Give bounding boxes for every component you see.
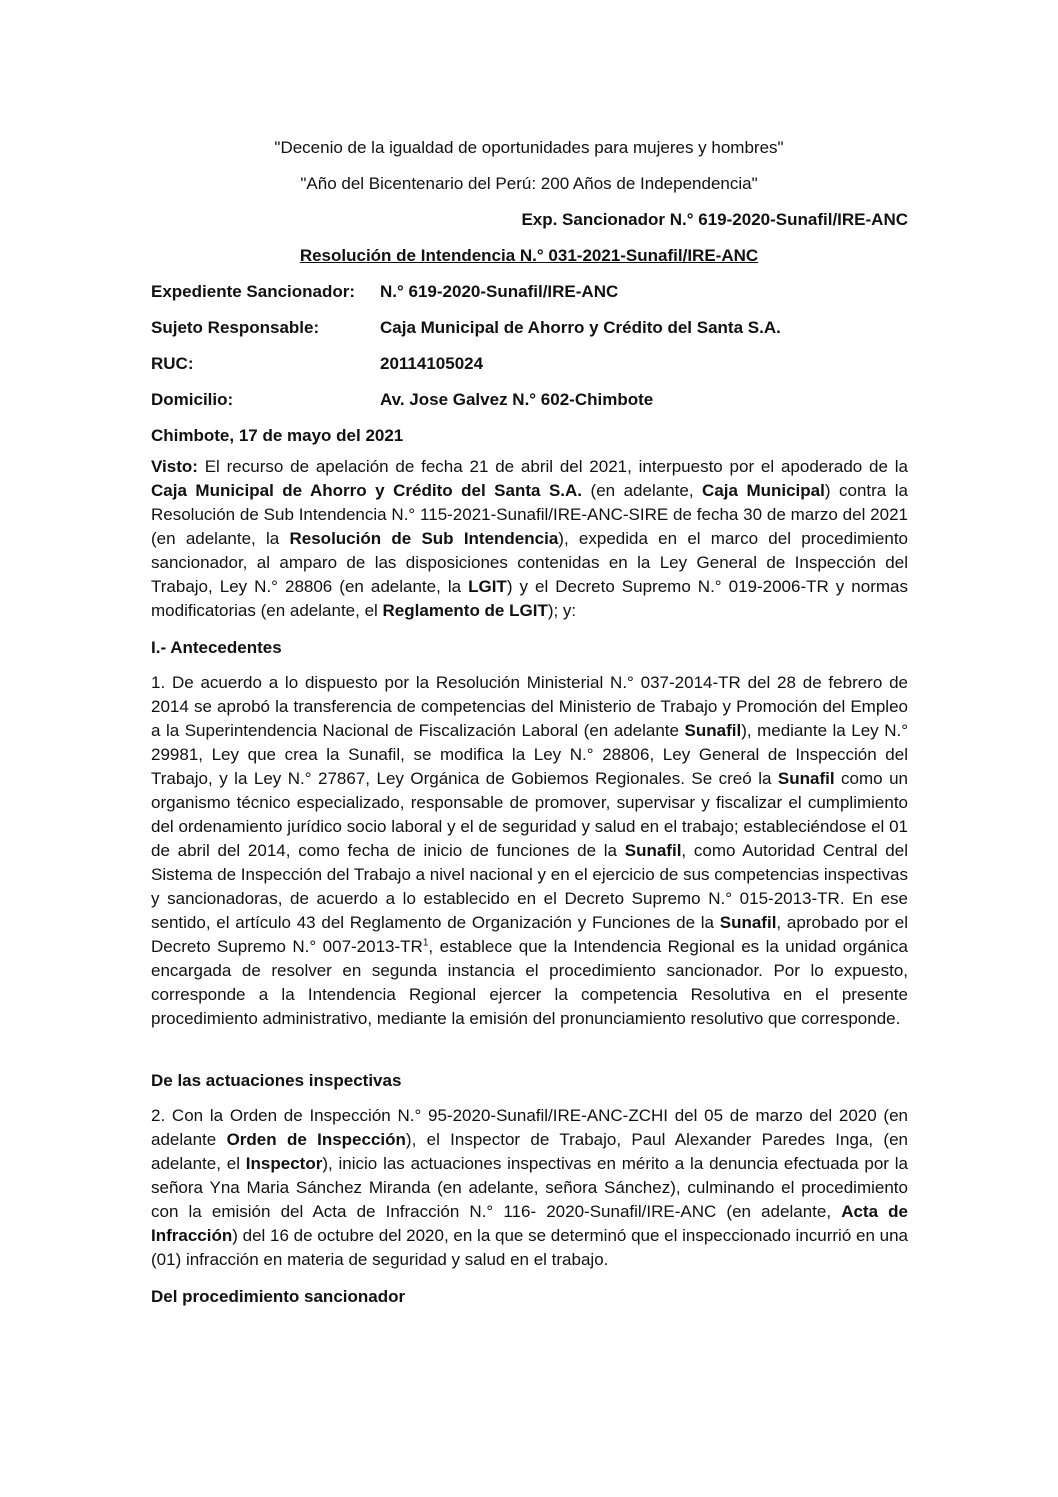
text-run: ) contra la Resolución de Sub Intendencia N.° 115-2021-Sunafil/IRE-ANC-SIRE de fecha 30 de marzo del 2021 (en adelante, la	[151, 481, 908, 548]
text-run-bold: Sunafil	[684, 721, 742, 740]
text-run: 2. Con la Orden de Inspección N.° 95-2020-Sunafil/IRE-ANC-ZCHI del 05 de marzo del 2020 (en adelante	[151, 1106, 908, 1149]
paragraph-2	[151, 1104, 908, 1272]
text-run: , establece que la Intendencia Regional es la unidad orgánica encargada de resolver en segunda instancia el procedimiento sancionador. Por lo expuesto, corresponde a la Intendencia Regional ejercer la competencia Resolutiva en el presente procedimiento administrativo, mediante la emisión del pronunciamiento resolutivo que corresponde.	[151, 937, 908, 1028]
text-run: (en adelante,	[582, 481, 703, 500]
text-run-bold: Acta de Infracción	[151, 1202, 908, 1245]
resolution-title: Resolución de Intendencia N.° 031-2021-Sunafil/IRE-ANC	[299, 246, 759, 265]
text-run-bold: Orden de Inspección	[226, 1130, 406, 1149]
section-heading-antecedentes: I.- Antecedentes	[151, 638, 282, 657]
expediente-number: Exp. Sancionador N.° 619-2020-Sunafil/IRE-ANC	[521, 210, 908, 229]
text-run: ) y el Decreto Supremo N.° 019-2006-TR y normas modificatorias (en adelante, el	[151, 577, 908, 620]
meta-value: 20114105024	[380, 354, 484, 373]
text-run-bold: Inspector	[245, 1154, 323, 1173]
text-run-bold: Reglamento de LGIT	[382, 601, 548, 620]
text-run-bold: Resolución de Sub Intendencia	[289, 529, 559, 548]
text-run-bold: Sunafil	[777, 769, 835, 788]
footnote-marker[interactable]: 1	[422, 937, 429, 949]
text-run: como un organismo técnico especializado, responsable de promover, supervisar y fiscalizar el cumplimiento del ordenamiento jurídico socio laboral y el de seguridad y salud en el trabajo; estableciéndose el 01 de abril del 2014, como fecha de inicio de funciones de la	[151, 769, 908, 860]
paragraph-1	[151, 671, 908, 1031]
text-run: ), mediante la Ley N.° 29981, Ley que crea la Sunafil, se modifica la Ley N.° 28806, Ley General de Inspección del Trabajo, y la Ley N.° 27867, Ley Orgánica de Gobiemos Regionales. Se creó la	[151, 721, 908, 788]
meta-key: RUC:	[151, 354, 194, 373]
text-run-bold: LGIT	[468, 577, 507, 596]
text-run: ), el Inspector de Trabajo, Paul Alexander Paredes Inga, (en adelante, el	[151, 1130, 908, 1173]
motto-decenio: "Decenio de la igualdad de oportunidades para mujeres y hombres"	[274, 138, 784, 157]
text-run: , aprobado por el Decreto Supremo N.° 007-2013-TR	[151, 913, 908, 956]
meta-key: Sujeto Responsable:	[151, 318, 320, 337]
text-run: ) del 16 de octubre del 2020, en la que se determinó que el inspeccionado incurrió en una (01) infracción en materia de seguridad y salud en el trabajo.	[151, 1226, 908, 1269]
visto-paragraph	[151, 455, 908, 623]
motto-bicentenario: "Año del Bicentenario del Perú: 200 Años de Independencia"	[300, 174, 758, 193]
section-heading-procedimiento: Del procedimiento sancionador	[151, 1287, 406, 1306]
meta-value: N.° 619-2020-Sunafil/IRE-ANC	[380, 282, 619, 301]
meta-value: Caja Municipal de Ahorro y Crédito del Santa S.A.	[380, 318, 781, 337]
text-run: ), inicio las actuaciones inspectivas en mérito a la denuncia efectuada por la señora Yna Maria Sánchez Miranda (en adelante, señora Sánchez), culminando el procedimiento con la emisión del Acta de Infracción N.° 116- 2020-Sunafil/IRE-ANC (en adelante,	[151, 1154, 908, 1221]
section-heading-actuaciones: De las actuaciones inspectivas	[151, 1071, 402, 1090]
text-run-bold: Sunafil	[624, 841, 682, 860]
text-run: , como Autoridad Central del Sistema de Inspección del Trabajo a nivel nacional y en el ejercicio de sus competencias inspectivas y sancionadoras, de acuerdo a lo establecido en el Decreto Supremo N.° 015-2013-TR. En ese sentido, el artículo 43 del Reglamento de Organización y Funciones de la	[151, 841, 908, 932]
text-run: ); y:	[547, 601, 577, 620]
visto-label: Visto:	[151, 457, 198, 476]
text-run: ), expedida en el marco del procedimiento sancionador, al amparo de las disposiciones contenidas en la Ley General de Inspección del Trabajo, Ley N.° 28806 (en adelante, la	[151, 529, 908, 596]
text-run: El recurso de apelación de fecha 21 de abril del 2021, interpuesto por el apoderado de la	[197, 457, 908, 476]
meta-key: Expediente Sancionador:	[151, 282, 356, 301]
meta-value: Av. Jose Galvez N.° 602-Chimbote	[380, 390, 654, 409]
meta-key: Domicilio:	[151, 390, 234, 409]
text-run-bold: Caja Municipal de Ahorro y Crédito del Santa S.A.	[151, 481, 583, 500]
text-run-bold: Caja Municipal	[702, 481, 825, 500]
text-run-bold: Sunafil	[719, 913, 777, 932]
document-date: Chimbote, 17 de mayo del 2021	[151, 426, 404, 445]
text-run: 1. De acuerdo a lo dispuesto por la Resolución Ministerial N.° 037-2014-TR del 28 de febrero de 2014 se aprobó la transferencia de competencias del Ministerio de Trabajo y Promoción del Empleo a la Superintendencia Nacional de Fiscalización Laboral (en adelante	[151, 673, 908, 740]
